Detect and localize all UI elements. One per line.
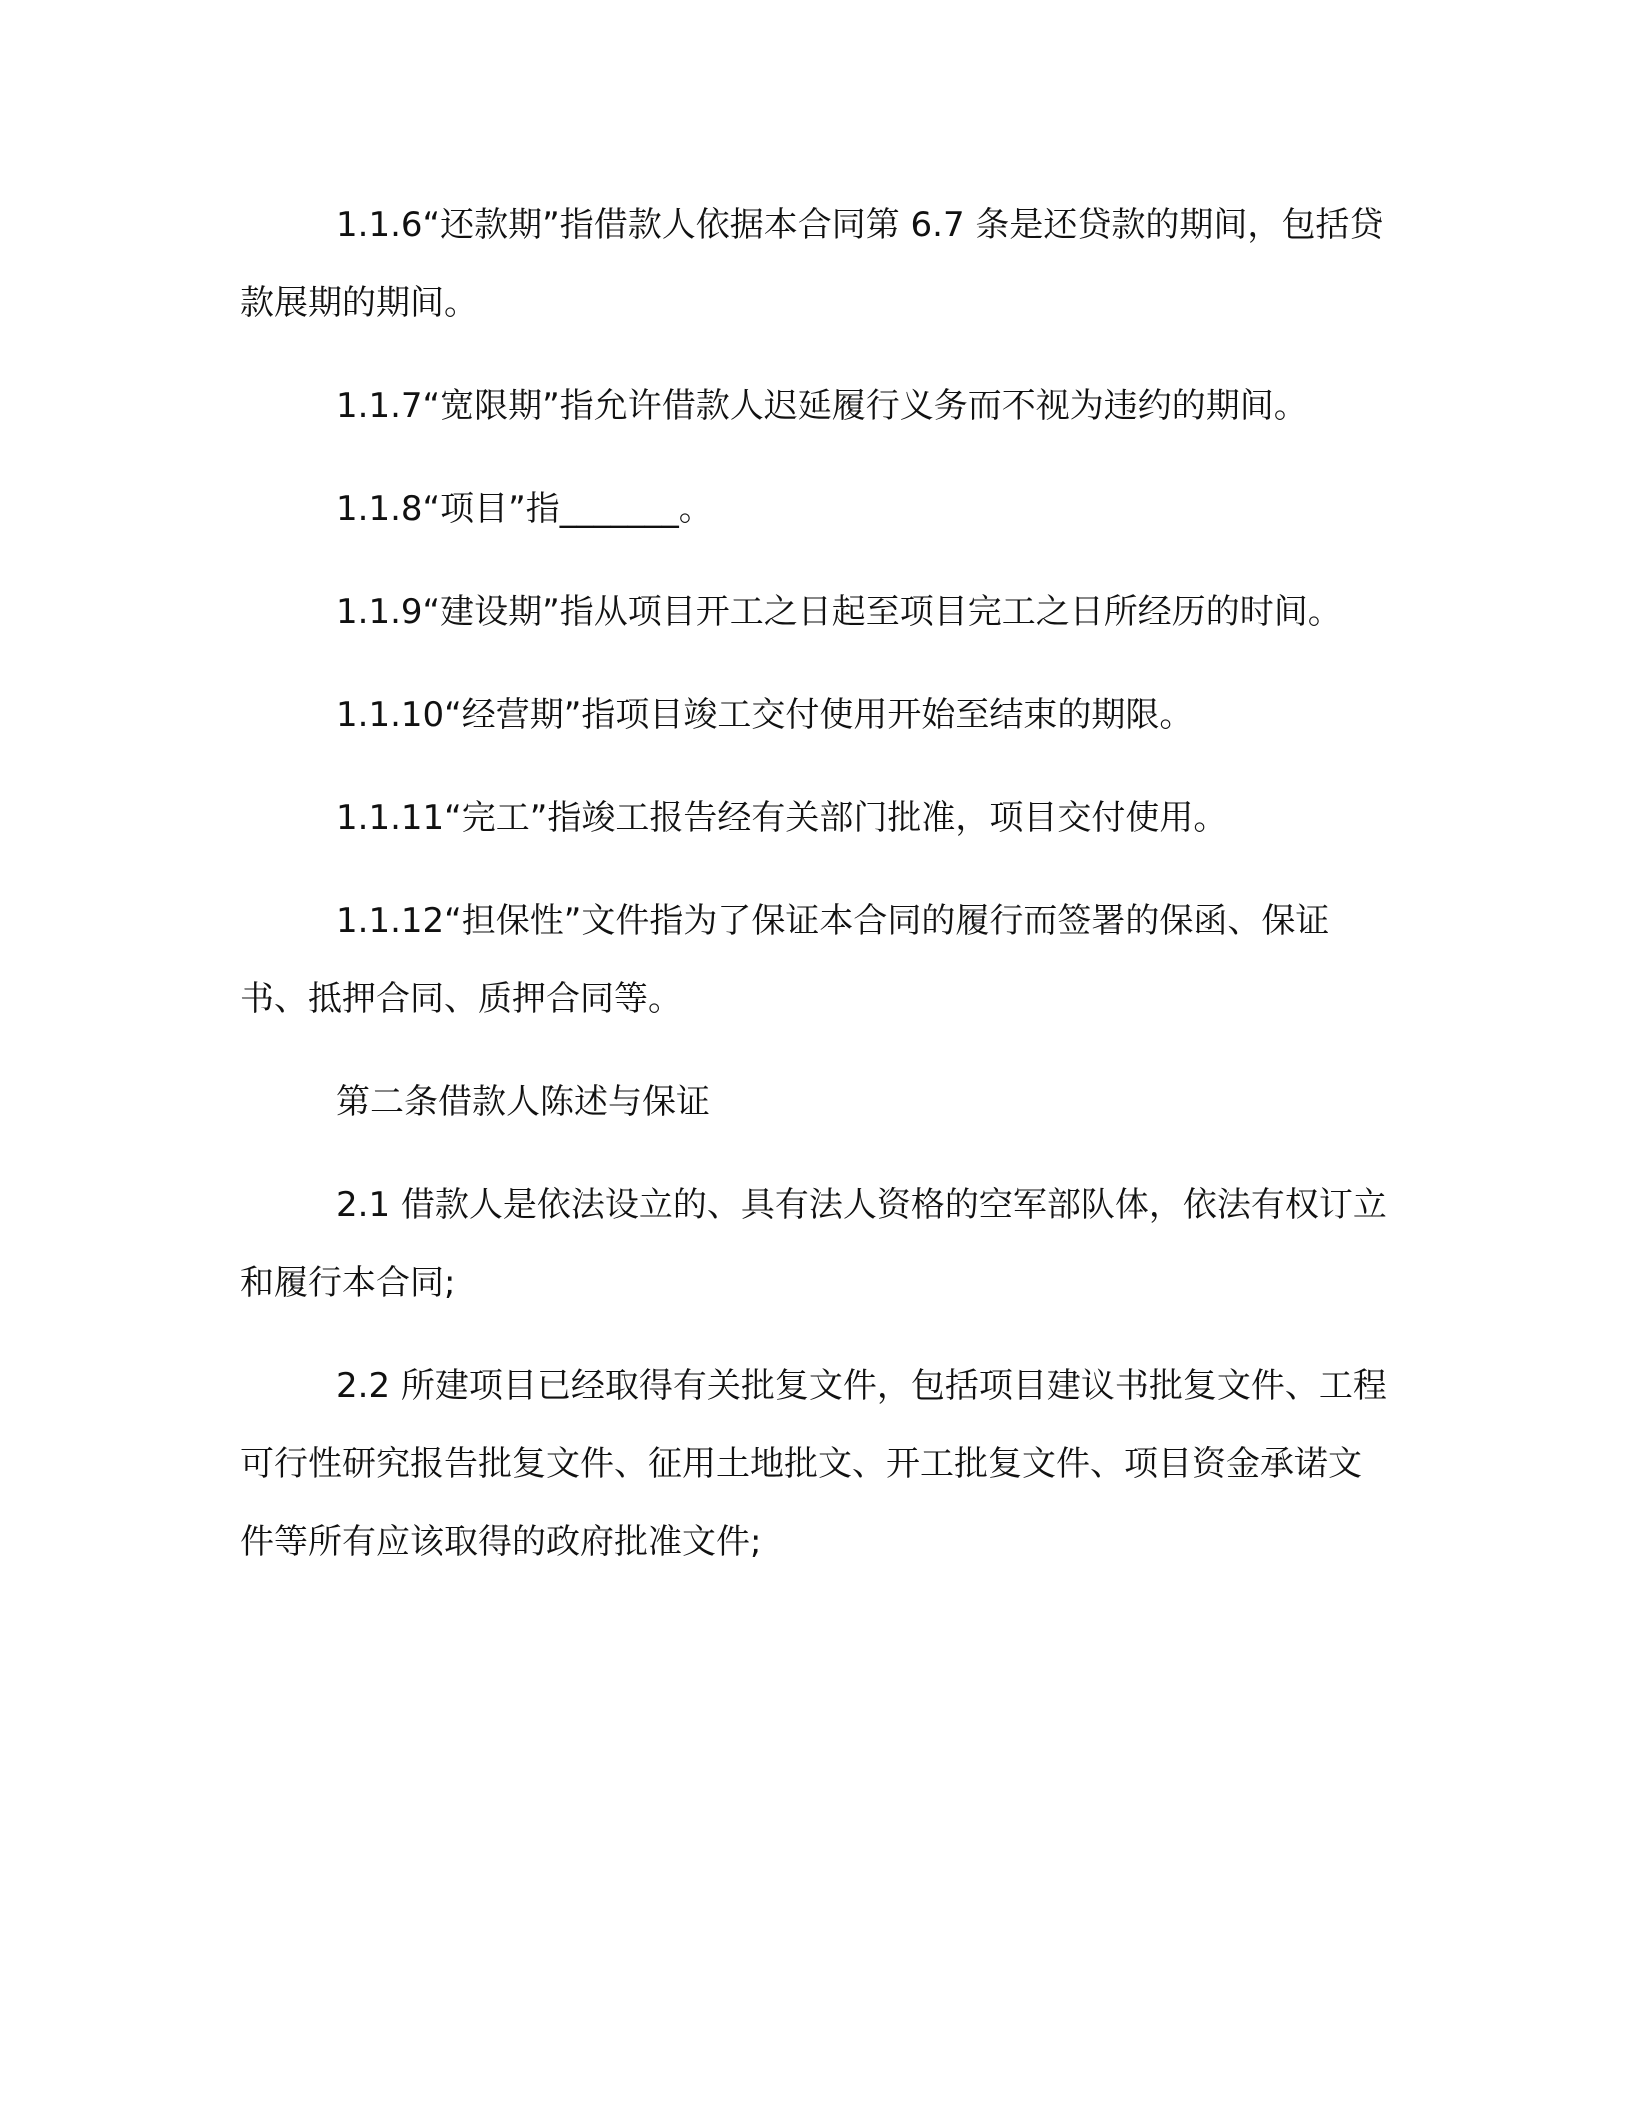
line: 2.2 所建项目已经取得有关批复文件，包括项目建议书批复文件、 [336, 1366, 1319, 1406]
line: 包括贷款展期的期间。 [240, 205, 1384, 323]
clause-2-1 [240, 1166, 1390, 1322]
definition-1-1-9 [240, 573, 1390, 651]
definition-1-1-6 [240, 186, 1390, 342]
line: 1.1.11“完工”指竣工报告经有关部门批准，项目交付使用。 [336, 798, 1228, 838]
line: 保证书、抵押合同、质押合同等。 [240, 901, 1330, 1019]
line: 工程可行性研究报告批复文件、征用土地批文、开工批复文件、项目 [240, 1366, 1387, 1484]
document-body [240, 186, 1390, 1606]
definition-1-1-8 [240, 470, 1390, 548]
line: 1.1.10“经营期”指项目竣工交付使用开始至结束的期限。 [336, 695, 1194, 735]
line: 1.1.6“还款期”指借款人依据本合同第 6.7 条是还贷款的期间， [336, 205, 1282, 245]
line: 权订立和履行本合同; [240, 1185, 1387, 1303]
line: 2.1 借款人是依法设立的、具有法人资格的空军部队体，依法有 [336, 1185, 1285, 1225]
article-2-heading [240, 1063, 1390, 1141]
line: 资金承诺文件等所有应该取得的政府批准文件; [240, 1444, 1362, 1562]
line: 1.1.9“建设期”指从项目开工之日起至项目完工之日所经历的 [336, 592, 1240, 632]
line: 间。 [1239, 386, 1308, 426]
line: 1.1.12“担保性”文件指为了保证本合同的履行而签署的保函、 [336, 901, 1262, 941]
line: 1.1.8“项目”指_______。 [336, 489, 713, 529]
definition-1-1-10 [240, 676, 1390, 754]
clause-2-2 [240, 1347, 1390, 1581]
definition-1-1-12 [240, 882, 1390, 1038]
line: 1.1.7“宽限期”指允许借款人迟延履行义务而不视为违约的期 [336, 386, 1240, 426]
definition-1-1-7 [240, 367, 1390, 445]
definition-1-1-11 [240, 779, 1390, 857]
line: 时间。 [1239, 592, 1342, 632]
line: 第二条借款人陈述与保证 [336, 1082, 710, 1122]
